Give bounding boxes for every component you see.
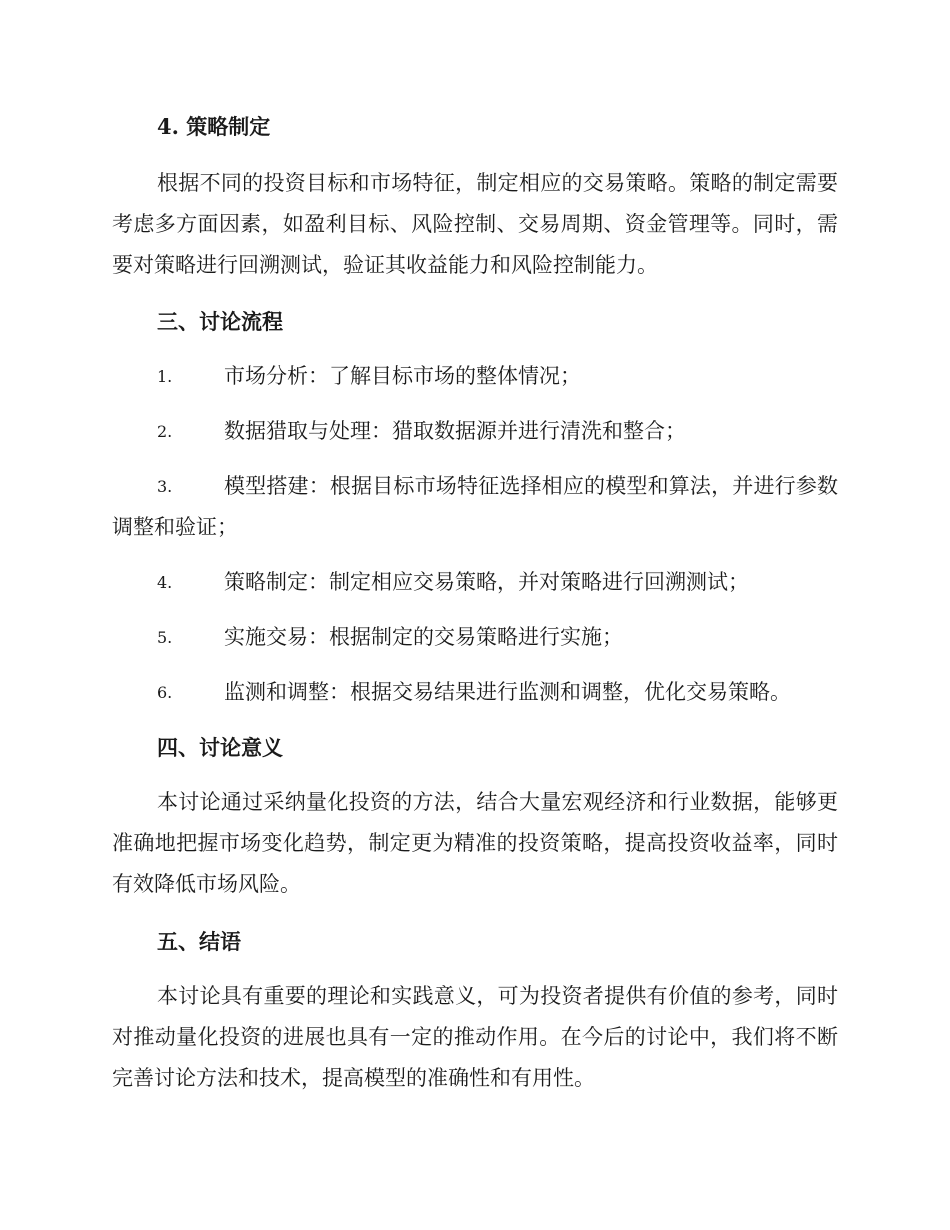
significance-paragraph: 本讨论通过采纳量化投资的方法，结合大量宏观经济和行业数据，能够更准确地把握市场变化趋势，制定更为精准的投资策略，提高投资收益率，同时有效降低市场风险。 [112, 790, 838, 896]
strategy-heading: 4. 策略制定 [157, 114, 271, 139]
process-list-item [112, 617, 838, 658]
list-item-text: 市场分析：了解目标市场的整体情况； [224, 364, 581, 388]
conclusion-heading: 五、结语 [157, 929, 241, 954]
significance-heading: 四、讨论意义 [157, 735, 283, 760]
process-list-item [112, 562, 838, 603]
list-item-number: 1. [157, 367, 173, 386]
process-list-item [112, 356, 838, 397]
list-item-number: 2. [157, 422, 173, 441]
list-item-text: 实施交易：根据制定的交易策略进行实施； [224, 625, 623, 649]
list-item-number: 5. [157, 628, 173, 647]
list-item-text: 监测和调整：根据交易结果进行监测和调整，优化交易策略。 [224, 680, 791, 704]
process-heading: 三、讨论流程 [157, 309, 283, 334]
conclusion-paragraph: 本讨论具有重要的理论和实践意义，可为投资者提供有价值的参考，同时对推动量化投资的进展也具有一定的推动作用。在今后的讨论中，我们将不断完善讨论方法和技术，提高模型的准确性和有用性。 [112, 984, 838, 1090]
process-list-item [112, 466, 838, 548]
process-list-item [112, 411, 838, 452]
list-item-text: 模型搭建：根据目标市场特征选择相应的模型和算法，并进行参数调整和验证； [112, 474, 838, 539]
list-item-text: 策略制定：制定相应交易策略，并对策略进行回溯测试； [224, 570, 749, 594]
list-item-number: 3. [157, 477, 173, 496]
list-item-text: 数据猎取与处理：猎取数据源并进行清洗和整合； [224, 419, 686, 443]
list-item-number: 4. [157, 573, 173, 592]
list-item-number: 6. [157, 683, 173, 702]
process-list-item [112, 672, 838, 713]
strategy-paragraph: 根据不同的投资目标和市场特征，制定相应的交易策略。策略的制定需要考虑多方面因素，如盈利目标、风险控制、交易周期、资金管理等。同时，需要对策略进行回溯测试，验证其收益能力和风险控制能力。 [112, 171, 838, 277]
